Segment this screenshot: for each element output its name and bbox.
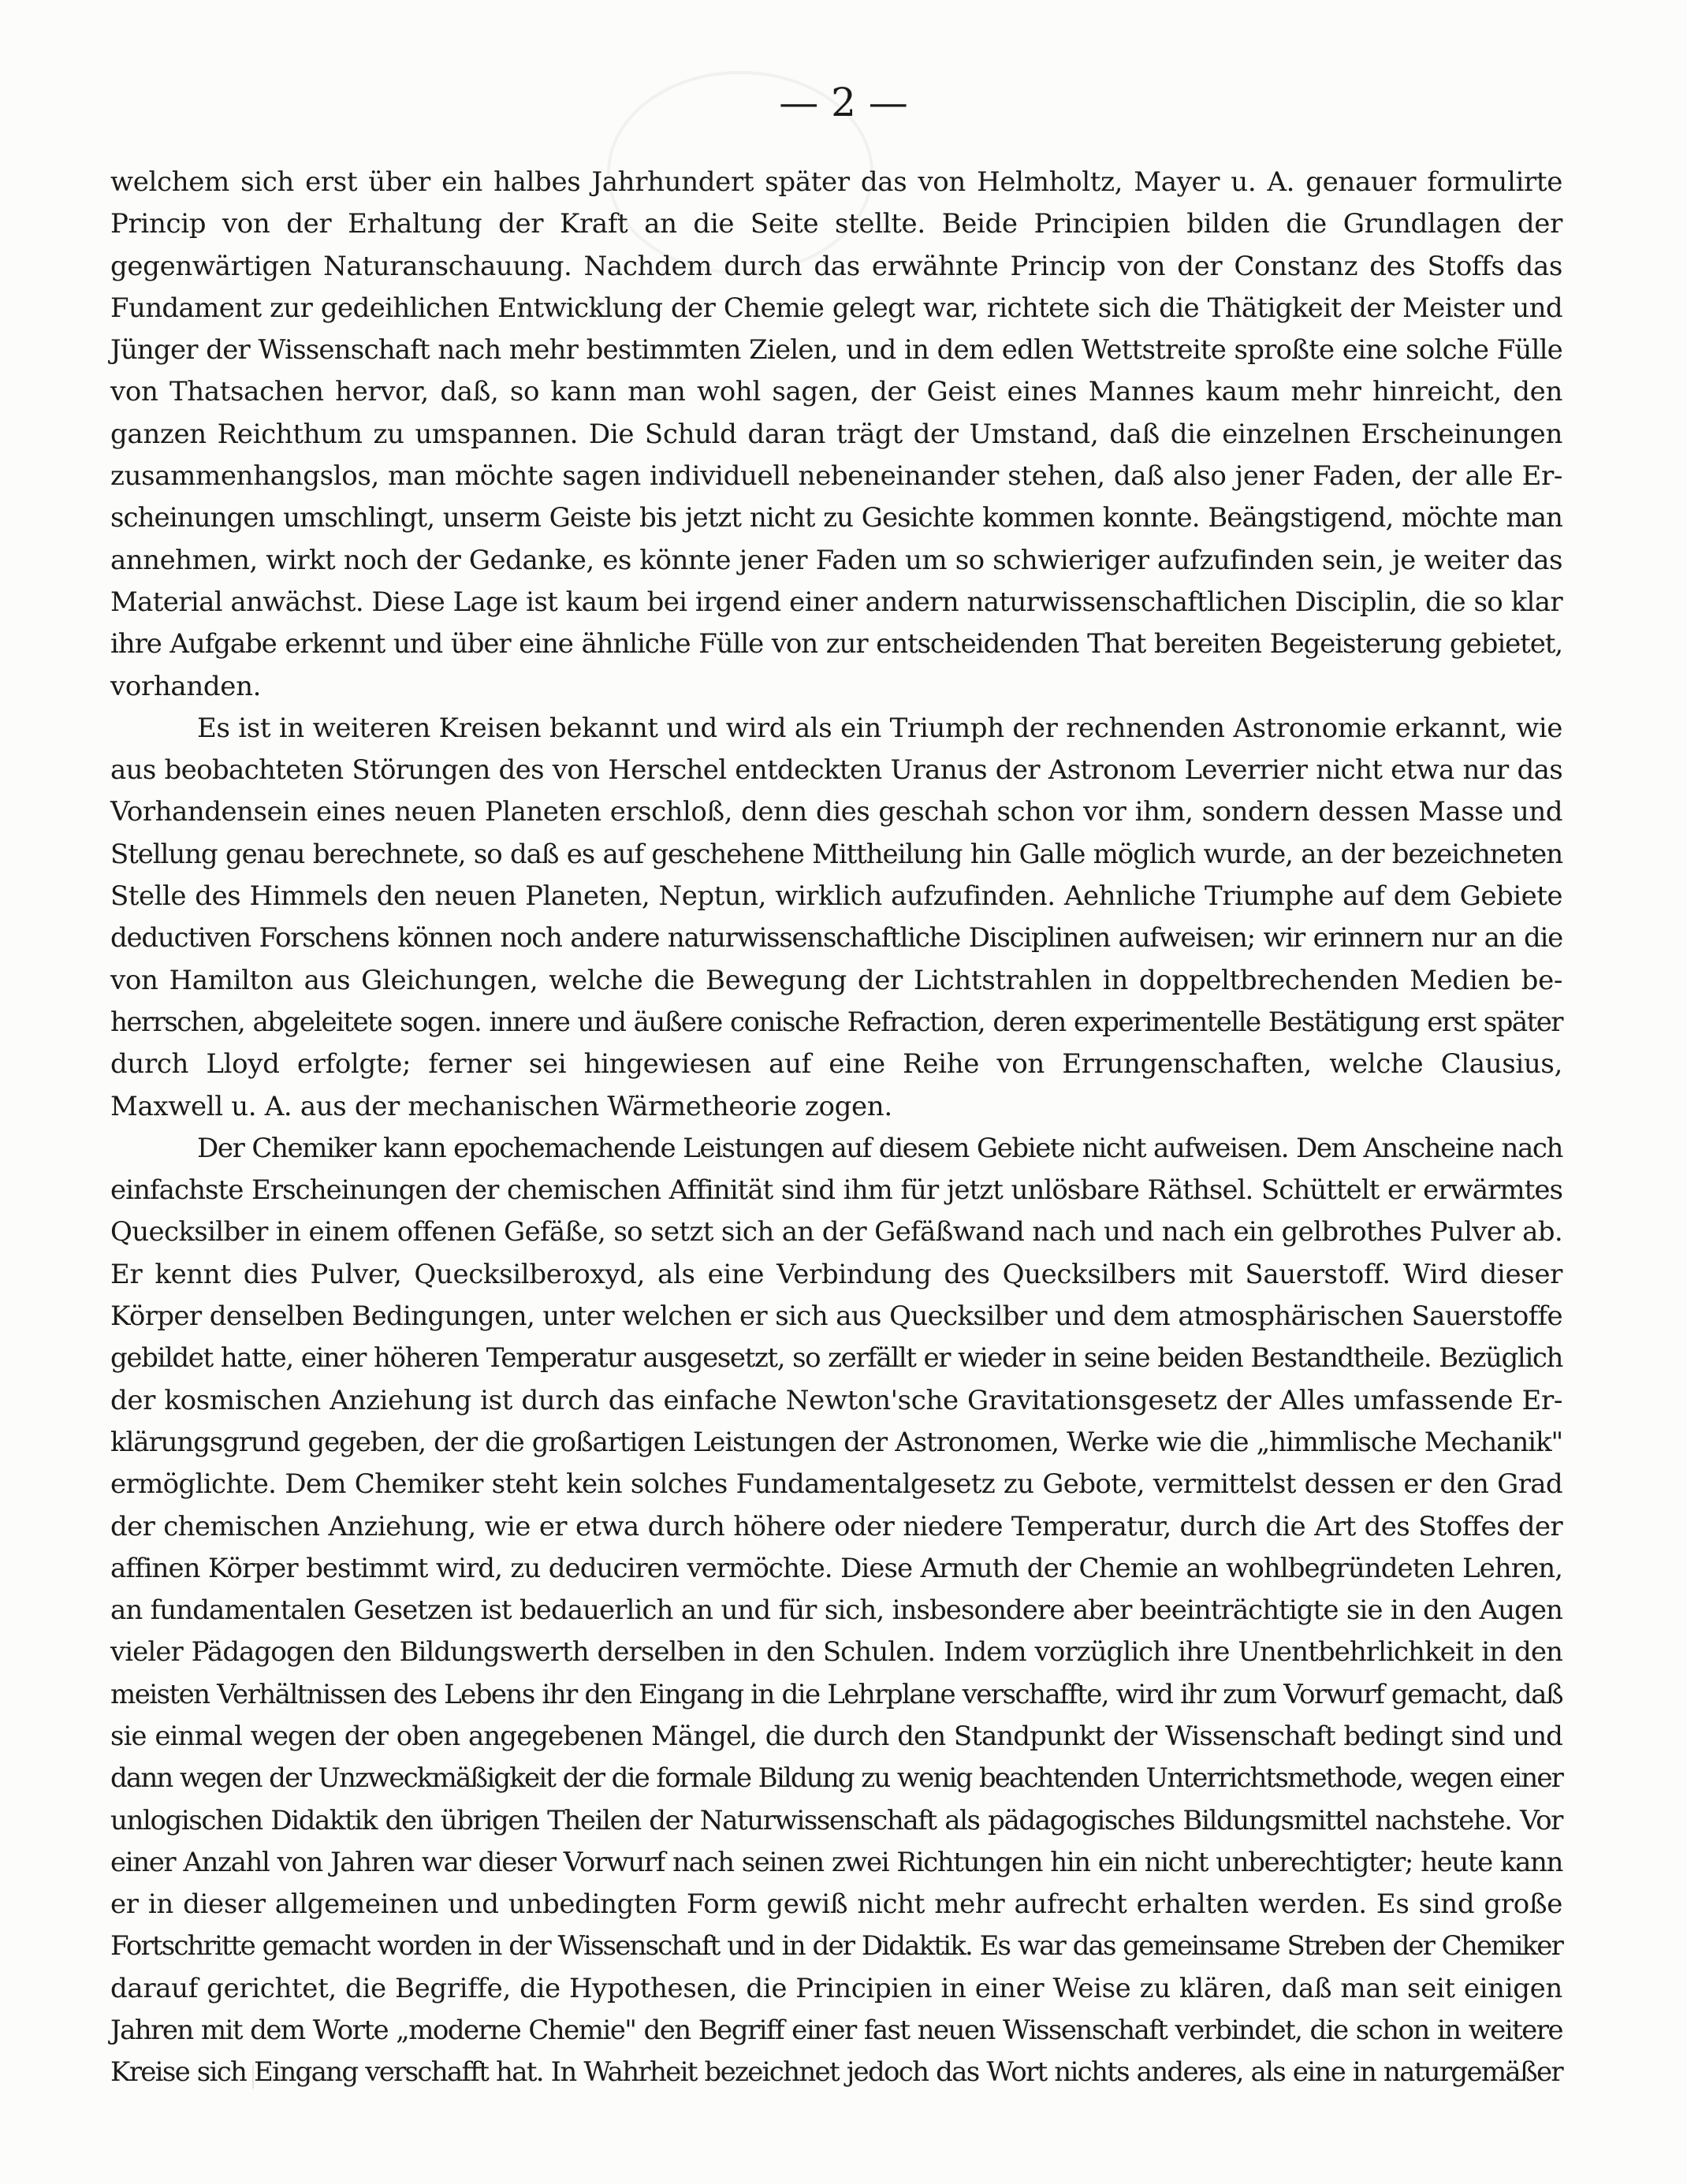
text-line: der chemischen Anziehung, wie er etwa durch höhere oder niedere Temperatur, durch die Art des Stoffes der — [110, 1510, 1562, 1542]
text-line: scheinungen umschlingt, unserm Geiste bis jetzt nicht zu Gesichte kommen konnte. Beängstigend, möchte man — [110, 502, 1562, 534]
text-line: darauf gerichtet, die Begriffe, die Hypothesen, die Principien in einer Weise zu klären, daß man seit einigen — [110, 1972, 1562, 2004]
body-text — [110, 162, 1562, 2094]
text-line: gebildet hatte, einer höheren Temperatur ausgesetzt, so zerfällt er wieder in seine beiden Bestandtheile. Bezüglich — [110, 1342, 1562, 1375]
text-line: zusammenhangslos, man möchte sagen individuell nebeneinander stehen, daß also jener Faden, der alle Er- — [110, 460, 1562, 493]
text-line: Der Chemiker kann epochemachende Leistungen auf diesem Gebiete nicht aufweisen. Dem Anscheine nach — [197, 1132, 1562, 1164]
text-line: Vorhandensein eines neuen Planeten erschloß, denn dies geschah schon vor ihm, sondern dessen Masse und — [110, 796, 1562, 828]
text-line: Jahren mit dem Worte „moderne Chemie" den Begriff einer fast neuen Wissenschaft verbindet, die schon in weitere — [110, 2015, 1562, 2047]
text-line: an fundamentalen Gesetzen ist bedauerlich an und für sich, insbesondere aber beeinträchtigte sie in den Augen — [110, 1594, 1562, 1627]
text-line: einfachste Erscheinungen der chemischen Affinität sind ihm für jetzt unlösbare Räthsel. Schüttelt er erwärmtes — [110, 1174, 1562, 1207]
paragraph — [110, 1128, 1562, 2094]
text-line: dann wegen der Unzweckmäßigkeit der die formale Bildung zu wenig beachtenden Unterrichtsmethode, wegen einer — [110, 1762, 1562, 1795]
text-line: aus beobachteten Störungen des von Herschel entdeckten Uranus der Astronom Leverrier nicht etwa nur das — [110, 754, 1562, 787]
text-line: vieler Pädagogen den Bildungswerth derselben in den Schulen. Indem vorzüglich ihre Unentbehrlichkeit in den — [110, 1636, 1562, 1669]
text-line: Fundament zur gedeihlichen Entwicklung der Chemie gelegt war, richtete sich die Thätigkeit der Meister und — [110, 292, 1562, 324]
text-line: klärungsgrund gegeben, der die großartigen Leistungen der Astronomen, Werke wie die „himmlische Mechanik" — [110, 1426, 1562, 1458]
text-line: unlogischen Didaktik den übrigen Theilen der Naturwissenschaft als pädagogisches Bildungsmittel nachstehe. Vor — [110, 1804, 1562, 1836]
paragraph — [110, 708, 1562, 1128]
text-line: Körper denselben Bedingungen, unter welchen er sich aus Quecksilber und dem atmosphärischen Sauerstoffe — [110, 1300, 1562, 1333]
text-line: Princip von der Erhaltung der Kraft an die Seite stellte. Beide Principien bilden die Grundlagen der — [110, 208, 1562, 240]
text-line: welchem sich erst über ein halbes Jahrhundert später das von Helmholtz, Mayer u. A. genauer formulirte — [110, 166, 1562, 198]
text-line: Stellung genau berechnete, so daß es auf geschehene Mittheilung hin Galle möglich wurde, an der bezeichneten — [110, 838, 1562, 870]
text-line: Fortschritte gemacht worden in der Wissenschaft und in der Didaktik. Es war das gemeinsame Streben der Chemiker — [110, 1930, 1562, 1963]
text-line: durch Lloyd erfolgte; ferner sei hingewiesen auf eine Reihe von Errungenschaften, welche Clausius, — [110, 1048, 1562, 1081]
text-line: gegenwärtigen Naturanschauung. Nachdem durch das erwähnte Princip von der Constanz des Stoffs das — [110, 250, 1562, 282]
text-line: affinen Körper bestimmt wird, zu deduciren vermöchte. Diese Armuth der Chemie an wohlbegründeten Lehren, — [110, 1552, 1562, 1584]
text-line: Es ist in weiteren Kreisen bekannt und wird als ein Triumph der rechnenden Astronomie erkannt, wie — [197, 712, 1562, 744]
text-line: herrschen, abgeleitete sogen. innere und äußere conische Refraction, deren experimentelle Bestätigung erst später — [110, 1006, 1562, 1038]
text-line: deductiven Forschens können noch andere naturwissenschaftliche Disciplinen aufweisen; wir erinnern nur an die — [110, 922, 1562, 954]
text-line: der kosmischen Anziehung ist durch das einfache Newton'sche Gravitationsgesetz der Alles umfassende Er- — [110, 1384, 1562, 1416]
text-line: meisten Verhältnissen des Lebens ihr den Eingang in die Lehrplane verschaffte, wird ihr zum Vorwurf gemacht, daß — [110, 1678, 1562, 1710]
text-line: Material anwächst. Diese Lage ist kaum bei irgend einer andern naturwissenschaftlichen Disciplin, die so klar — [110, 586, 1562, 618]
text-line: sie einmal wegen der oben angegebenen Mängel, die durch den Standpunkt der Wissenschaft bedingt sind und — [110, 1720, 1562, 1752]
text-line: Er kennt dies Pulver, Quecksilberoxyd, als eine Verbindung des Quecksilbers mit Sauerstoff. Wird dieser — [110, 1258, 1562, 1290]
text-line: ermöglichte. Dem Chemiker steht kein solches Fundamentalgesetz zu Gebote, vermittelst dessen er den Grad — [110, 1468, 1562, 1501]
text-line: einer Anzahl von Jahren war dieser Vorwurf nach seinen zwei Richtungen hin ein nicht unberechtigter; heute kann — [110, 1846, 1562, 1878]
text-line: annehmen, wirkt noch der Gedanke, es könnte jener Faden um so schwieriger aufzufinden sein, je weiter das — [110, 544, 1562, 576]
text-line: Kreise sich Eingang verschafft hat. In Wahrheit bezeichnet jedoch das Wort nichts anderes, als eine in naturgemäßer — [110, 2056, 1562, 2089]
text-line: ihre Aufgabe erkennt und über eine ähnliche Fülle von zur entscheidenden That bereiten Begeisterung gebietet, — [110, 628, 1562, 660]
text-line: von Hamilton aus Gleichungen, welche die Bewegung der Lichtstrahlen in doppeltbrechenden Medien be- — [110, 964, 1562, 996]
text-line: Quecksilber in einem offenen Gefäße, so setzt sich an der Gefäßwand nach und nach ein gelbrothes Pulver ab. — [110, 1216, 1562, 1248]
text-line: Maxwell u. A. aus der mechanischen Wärmetheorie zogen. — [110, 1090, 892, 1122]
text-line: ganzen Reichthum zu umspannen. Die Schuld daran trägt der Umstand, daß die einzelnen Erscheinungen — [110, 418, 1562, 450]
text-line: Stelle des Himmels den neuen Planeten, Neptun, wirklich aufzufinden. Aehnliche Triumphe auf dem Gebiete — [110, 880, 1562, 913]
text-line: er in dieser allgemeinen und unbedingten Form gewiß nicht mehr aufrecht erhalten werden. Es sind große — [110, 1888, 1562, 1921]
text-line: Jünger der Wissenschaft nach mehr bestimmten Zielen, und in dem edlen Wettstreite sproßte eine solche Fülle — [110, 334, 1562, 366]
paragraph — [110, 162, 1562, 708]
margin-mark — [252, 2065, 254, 2089]
text-line: von Thatsachen hervor, daß, so kann man wohl sagen, der Geist eines Mannes kaum mehr hinreicht, den — [110, 376, 1562, 408]
page-number: — 2 — — [779, 80, 908, 125]
text-line: vorhanden. — [110, 670, 262, 702]
